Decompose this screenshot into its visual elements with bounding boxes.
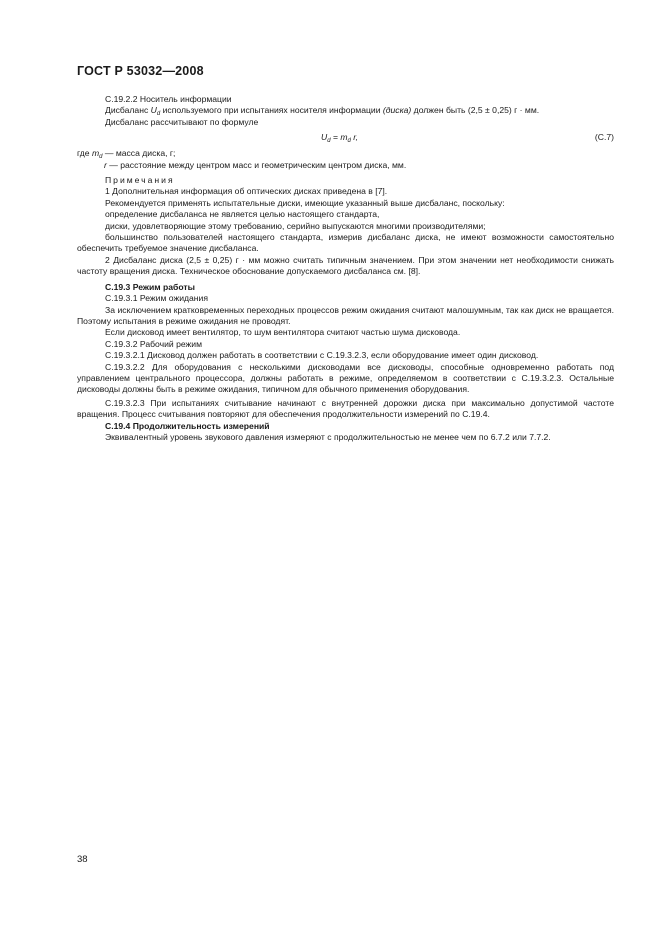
paragraph-c19-3-2-2: С.19.3.2.2 Для оборудования с несколькими дисководами все дисководы, способные одновременно работать под управлением центрального процессора, должны работать в режиме, определяемом в соответствии с С.19.3.2.3. Остальные дисководы должны быть в режиме ожидания, типичном для обычного применения оборудования. (77, 361, 614, 395)
formula-intro: Дисбаланс рассчитывают по формуле (105, 116, 259, 127)
note-2: 2 Дисбаланс диска (2,5 ± 0,25) г · мм можно считать типичным значением. При этом значении нет необходимости снижать частоту вращения диска. Техническое обоснование допускаемого дисбаланса см. [8]. (77, 254, 614, 277)
note-1-item-a: определение дисбаланса не является целью настоящего стандарта, (105, 209, 380, 220)
note-1-recommendation: Рекомендуется применять испытательные диски, имеющие указанный выше дисбаланс, поскольку: (105, 197, 505, 208)
note-1-item-b: диски, удовлетворяющие этому требованию, серийно выпускаются многими производителями; (105, 220, 486, 231)
formula-number: (С.7) (594, 132, 614, 143)
note-1-item-c: большинство пользователей настоящего стандарта, измерив дисбаланс диска, не имеют возможности самостоятельно обеспечить требуемое значение дисбаланса. (77, 232, 614, 254)
section-c19-2-2-title: С.19.2.2 Носитель информации (105, 94, 232, 104)
where-m: где $m_d$ — масса диска, г; (77, 148, 176, 161)
fan-paragraph: Если дисковод имеет вентилятор, то шум вентилятора считают частью шума дисковода. (105, 327, 461, 338)
paragraph-c19-3-2-1: С.19.3.2.1 Дисковод должен работать в соответствии с С.19.3.2.3, если оборудование имеет один дисковод. (105, 350, 539, 361)
standard-header: ГОСТ Р 53032—2008 (77, 64, 204, 78)
notes-title: Примечания (105, 175, 175, 186)
section-c19-3-1-title: С.19.3.1 Режим ожидания (105, 293, 208, 304)
section-c19-4-title: С.19.4 Продолжительность измерений (105, 420, 270, 431)
section-c19-3-2-title: С.19.3.2 Рабочий режим (105, 338, 202, 349)
formula-expression: $U_d = m_d$ r, (321, 132, 359, 145)
paragraph-c19-3-2-3: С.19.3.2.3 При испытаниях считывание начинают с внутренней дорожки диска при максимально допустимой частоте вращения. Процесс считывания повторяют для обеспечения продолжительности измерений по С.19.4. (77, 397, 614, 420)
page-number: 38 (77, 854, 88, 865)
note-1: 1 Дополнительная информация об оптических дисках приведена в [7]. (105, 186, 388, 197)
formula-c7 (77, 132, 614, 146)
measurement-duration-paragraph: Эквивалентный уровень звукового давления измеряют с продолжительностью не менее чем по 6.7.2 или 7.7.2. (105, 431, 551, 442)
where-r: r — расстояние между центром масс и геометрическим центром диска, мм. (104, 159, 407, 170)
imbalance-requirement: Дисбаланс $U_d$ используемого при испытаниях носителя информации (диска) должен быть (2,5 ± 0,25) г · мм. (105, 105, 540, 118)
var-u: U (150, 105, 157, 116)
standby-paragraph: За исключением кратковременных переходных процессов режим ожидания считают малошумным, так как диск не вращается. Поэтому испытания в режиме ожидания не проводят. (77, 304, 614, 326)
document-body (77, 94, 614, 443)
section-c19-3-title: С.19.3 Режим работы (105, 281, 195, 292)
